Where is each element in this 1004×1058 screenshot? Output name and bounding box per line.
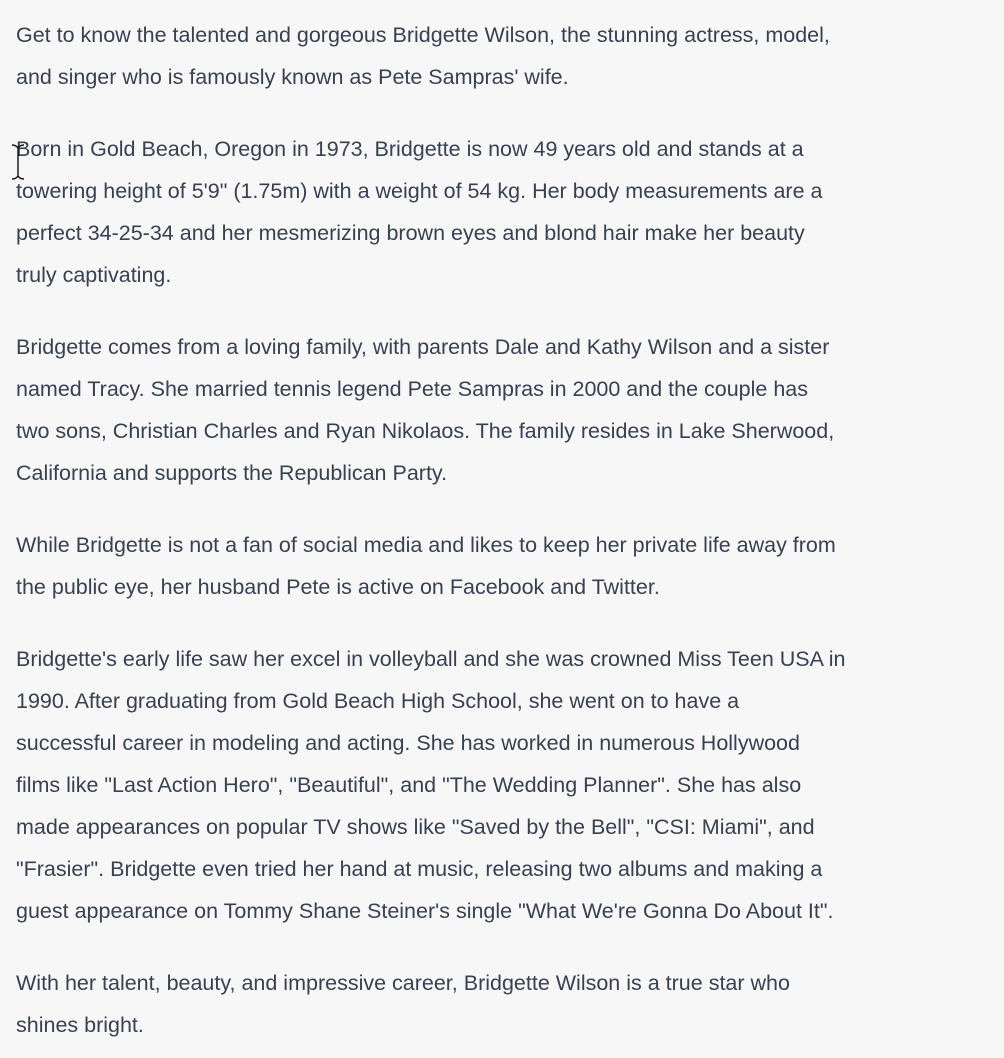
text-cursor-icon [10,144,26,180]
text-line: With her talent, beauty, and impressive career, Bridgette Wilson is a true star who [16,971,790,995]
text-line: shines bright. [16,1013,144,1037]
text-line: and singer who is famously known as Pete Sampras' wife. [16,65,569,89]
text-line: Born in Gold Beach, Oregon in 1973, Bridgette is now 49 years old and stands at a [16,137,804,161]
text-line: the public eye, her husband Pete is active on Facebook and Twitter. [16,575,660,599]
text-line: 1990. After graduating from Gold Beach High School, she went on to have a [16,689,740,713]
text-line: truly captivating. [16,263,172,287]
paragraph-conclusion [16,962,1001,1046]
text-line: two sons, Christian Charles and Ryan Nikolaos. The family resides in Lake Sherwood, [16,419,835,443]
paragraph-birth [16,128,1001,296]
text-line: made appearances on popular TV shows like "Saved by the Bell", "CSI: Miami", and [16,815,815,839]
text-line: "Frasier". Bridgette even tried her hand at music, releasing two albums and making a [16,857,823,881]
paragraph-intro [16,14,1001,98]
text-line: perfect 34-25-34 and her mesmerizing brown eyes and blond hair make her beauty [16,221,805,245]
text-line: guest appearance on Tommy Shane Steiner's single "What We're Gonna Do About It". [16,899,834,923]
paragraph-career [16,638,1001,932]
paragraph-family [16,326,1001,494]
text-line: films like "Last Action Hero", "Beautiful", and "The Wedding Planner". She has also [16,773,802,797]
text-line: Bridgette comes from a loving family, with parents Dale and Kathy Wilson and a sister [16,335,830,359]
text-line: successful career in modeling and acting. She has worked in numerous Hollywood [16,731,800,755]
text-line: Get to know the talented and gorgeous Bridgette Wilson, the stunning actress, model, [16,23,830,47]
paragraph-social-media [16,524,1001,608]
text-line: While Bridgette is not a fan of social media and likes to keep her private life away from [16,533,836,557]
text-line: towering height of 5'9" (1.75m) with a weight of 54 kg. Her body measurements are a [16,179,823,203]
text-line: Bridgette's early life saw her excel in volleyball and she was crowned Miss Teen USA in [16,647,846,671]
text-line: California and supports the Republican Party. [16,461,448,485]
text-line: named Tracy. She married tennis legend Pete Sampras in 2000 and the couple has [16,377,809,401]
